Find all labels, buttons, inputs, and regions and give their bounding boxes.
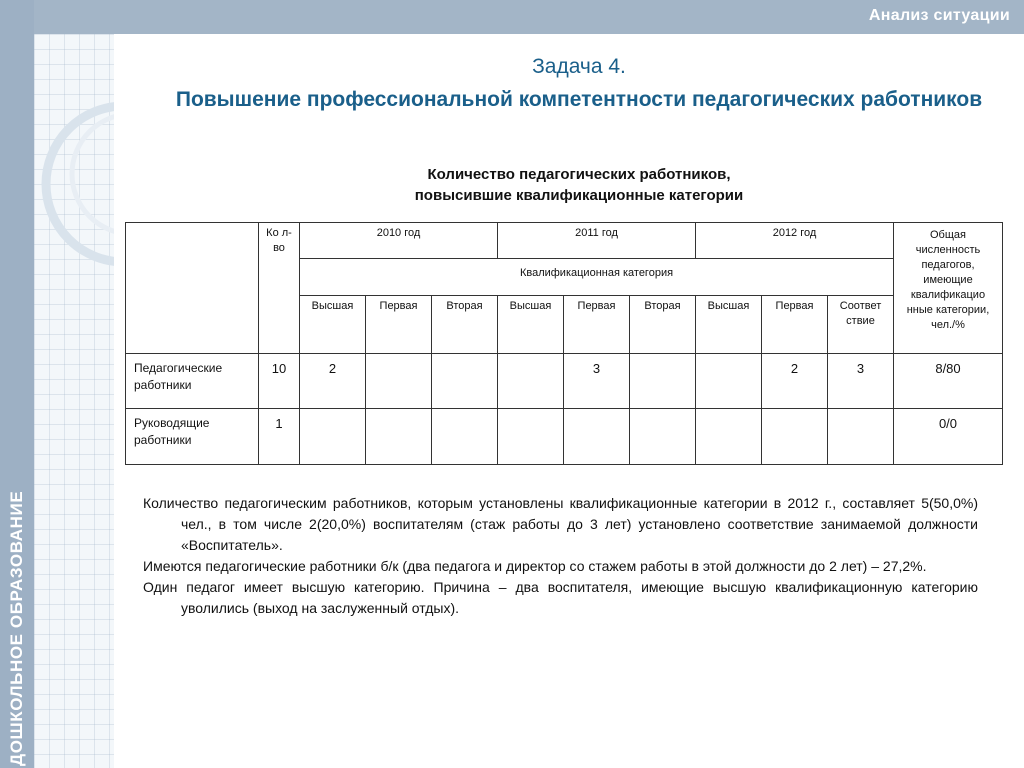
table-caption-line2: повысившие квалификационные категории [414, 187, 744, 204]
decorative-grid-panel [34, 34, 114, 768]
task-title: Повышение профессиональной компетентности педагогических работников [175, 88, 983, 111]
subheader-cell: Соответ ствие [828, 296, 894, 354]
subheader-cell: Высшая [300, 296, 366, 354]
subheader-cell: Вторая [630, 296, 696, 354]
decorative-rings [34, 34, 114, 768]
subheader-cell: Первая [564, 296, 630, 354]
subheader-cell: Высшая [696, 296, 762, 354]
table-cell [696, 409, 762, 465]
table-row [126, 409, 1003, 465]
paragraph: Один педагог имеет высшую категорию. Причина – два воспитателя, имеющие высшую квалификационную категорию уволились (выход на заслуженный отдых). [143, 579, 978, 616]
subheader-cell: Первая [762, 296, 828, 354]
section-title: Анализ ситуации [868, 7, 1010, 24]
table-cell [432, 354, 498, 409]
table-cell [696, 354, 762, 409]
subheader-cell: Первая [366, 296, 432, 354]
header-total: Общая численность педагогов, имеющие квалификацио нные категории, чел./% [894, 223, 1003, 354]
table-cell: 2 [300, 354, 366, 409]
subheader-cell: Высшая [498, 296, 564, 354]
header-year-2010: 2010 год [300, 223, 498, 259]
table-cell: 3 [828, 354, 894, 409]
qualification-table [125, 222, 1003, 465]
table-cell [564, 409, 630, 465]
analysis-text [143, 493, 978, 619]
table-cell [828, 409, 894, 465]
table-caption-line1: Количество педагогических работников, [427, 166, 731, 183]
table-row [126, 354, 1003, 409]
top-bar [0, 0, 1024, 34]
row-label: Педагогические работники [126, 354, 259, 409]
row-count: 10 [259, 354, 300, 409]
table-cell [498, 409, 564, 465]
table-cell [366, 409, 432, 465]
header-qualification: Квалификационная категория [300, 259, 894, 296]
table-cell [630, 354, 696, 409]
row-count: 1 [259, 409, 300, 465]
table-cell [630, 409, 696, 465]
row-total: 8/80 [894, 354, 1003, 409]
table-caption [114, 164, 1024, 206]
sidebar-vertical-label: ДОШКОЛЬНОЕ ОБРАЗОВАНИЕ [7, 490, 26, 766]
row-total: 0/0 [894, 409, 1003, 465]
sidebar-strip [0, 0, 34, 768]
table-header-row-years [126, 223, 1003, 259]
paragraph: Количество педагогическим работников, которым установлены квалификационные категории в 2012 г., составляет 5(50,0%) чел., в том числе 2(20,0%) воспитателям (стаж работы до 3 лет) установлено соответствие занимаемой должности «Воспитатель». [143, 495, 978, 553]
header-year-2012: 2012 год [696, 223, 894, 259]
header-year-2011: 2011 год [498, 223, 696, 259]
table-cell [762, 409, 828, 465]
subheader-cell: Вторая [432, 296, 498, 354]
header-empty-cell [126, 223, 259, 354]
paragraph: Имеются педагогические работники б/к (два педагога и директор со стажем работы в этой должности до 2 лет) – 27,2%. [143, 558, 927, 574]
table-cell: 2 [762, 354, 828, 409]
header-count: Ко л-во [259, 223, 300, 354]
table-cell [300, 409, 366, 465]
table-cell: 3 [564, 354, 630, 409]
table-cell [366, 354, 432, 409]
row-label: Руководящие работники [126, 409, 259, 465]
table-cell [498, 354, 564, 409]
table-cell [432, 409, 498, 465]
task-number: Задача 4. [532, 55, 626, 78]
